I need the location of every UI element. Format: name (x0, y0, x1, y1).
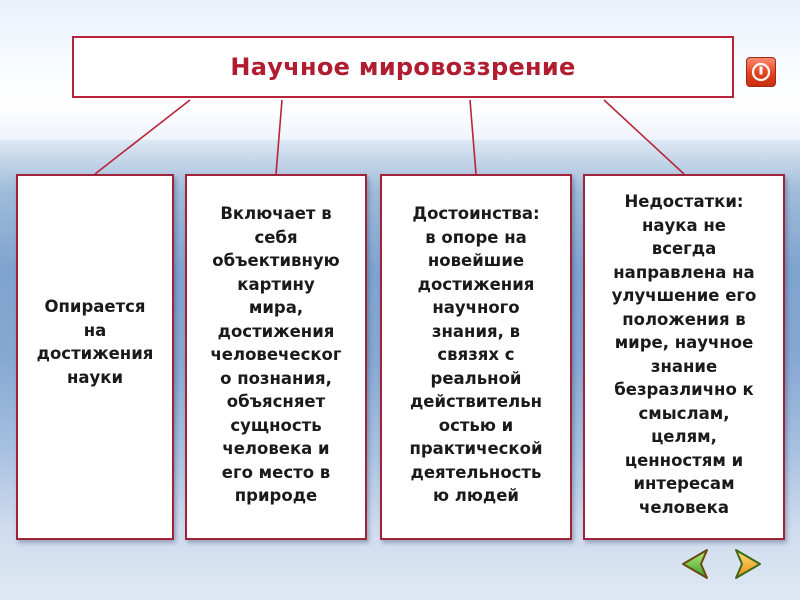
card-includes (185, 174, 367, 540)
card-advantages-text: Достоинства: в опоре на новейшие достижения научного знания, в связях с реальной действительн остью и практической деятельность ю людей (409, 204, 543, 505)
forward-arrow-icon[interactable] (730, 546, 764, 582)
card-basis-text: Опирается на достижения науки (36, 297, 154, 387)
card-disadvantages (583, 174, 785, 540)
home-button[interactable] (746, 57, 776, 87)
connector-line-1 (95, 100, 190, 174)
card-includes-text: Включает в себя объективную картину мира, достижения человеческог о познания, объясняет сущность человека и его место в природе (210, 204, 342, 505)
title-box (72, 36, 734, 98)
card-basis (16, 174, 174, 540)
home-icon (747, 58, 777, 88)
back-arrow-icon[interactable] (679, 546, 713, 582)
connector-line-2 (276, 100, 282, 174)
connector-line-3 (470, 100, 476, 174)
card-advantages (380, 174, 572, 540)
connector-line-4 (604, 100, 684, 174)
card-disadvantages-text: Недостатки: наука не всегда направлена на улучшение его положения в мире, научное знание безразлично к смыслам, целям, ценностям и интересам человека (611, 192, 757, 517)
page-title: Научное мировоззрение (230, 53, 576, 81)
